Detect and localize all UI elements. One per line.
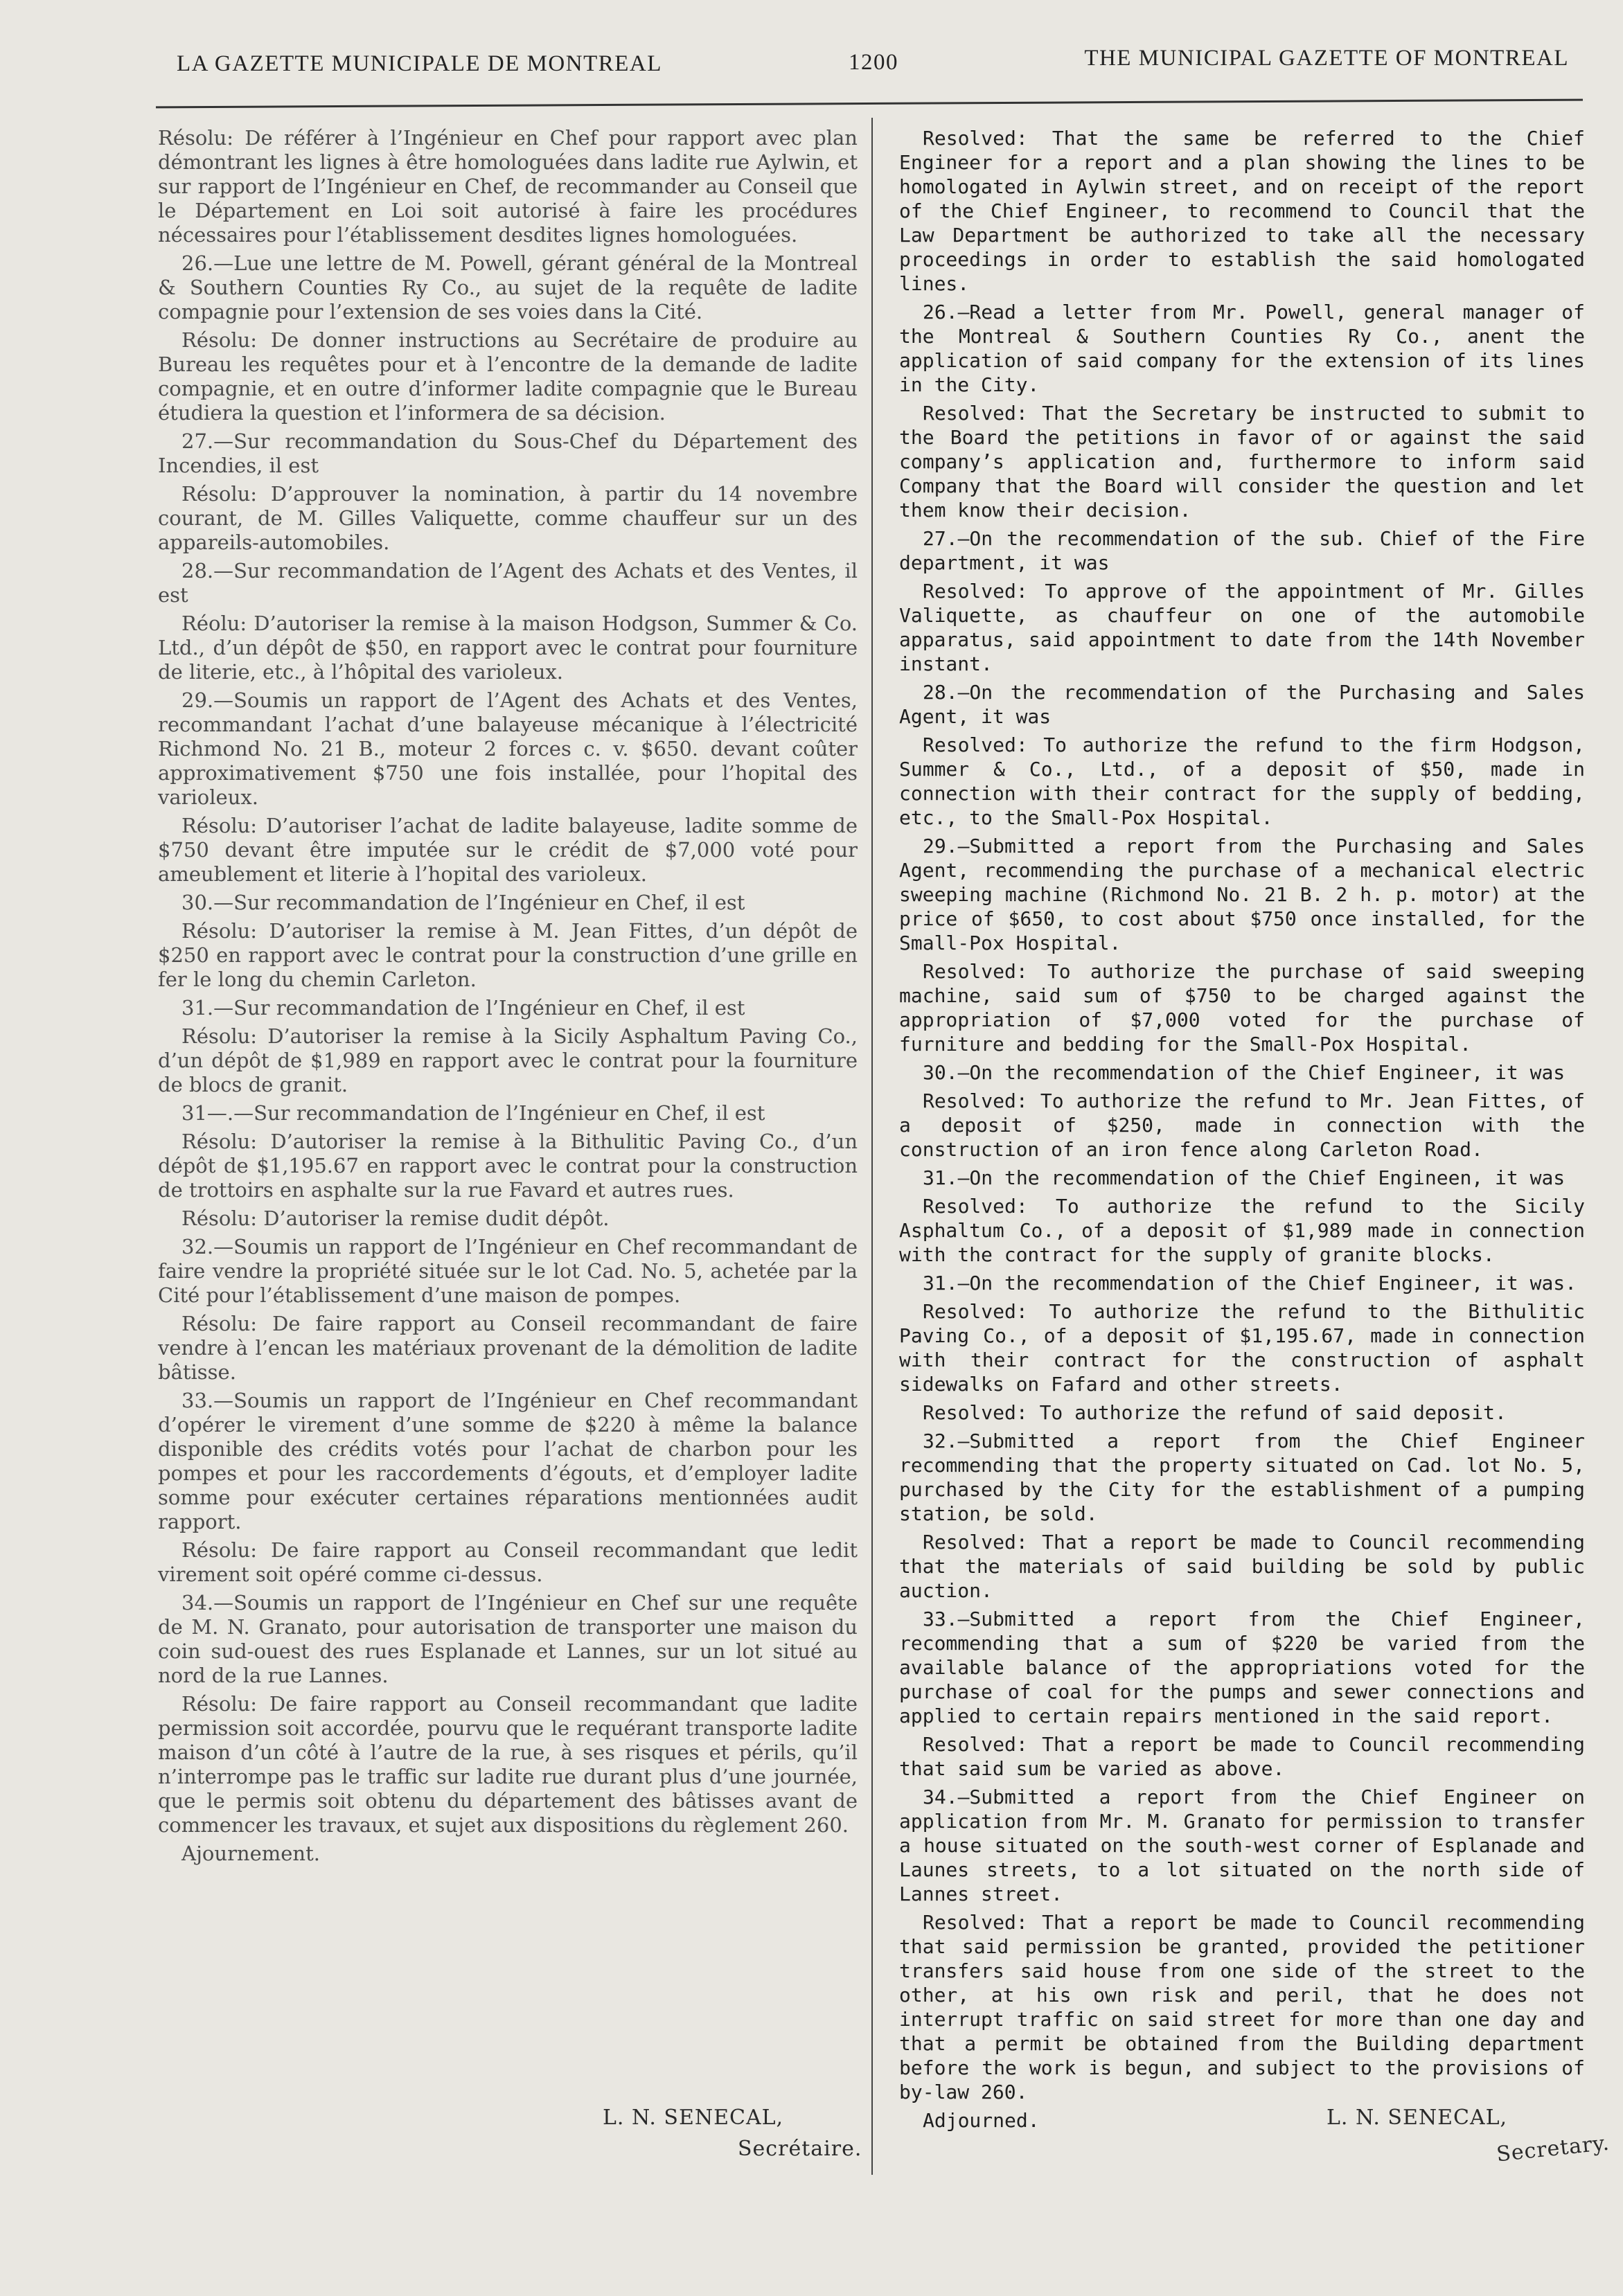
en-paragraph: Resolved: That a report be made to Council recommending that the materials of said building be sold by public auction.	[899, 1531, 1585, 1602]
fr-paragraph: Résolu: D’autoriser la remise à la Bithulitic Paving Co., d’un dépôt de $1,195.67 en rapport avec le contrat pour la construction de trottoirs en asphalte sur la rue Favard et autres rues.	[158, 1130, 858, 1202]
fr-paragraph: 33.—Soumis un rapport de l’Ingénieur en Chef recommandant d’opérer le virement d’une somme de $220 à même la balance disponible des crédits votés pour l’achat de charbon pour les pompes et pour les raccordements d’égouts, et d’employer ladite somme pour exécuter certaines réparations mentionnées audit rapport.	[158, 1389, 858, 1533]
fr-paragraph: 30.—Sur recommandation de l’Ingénieur en Chef, il est	[181, 891, 745, 914]
fr-paragraph: 26.—Lue une lettre de M. Powell, gérant général de la Montreal & Southern Counties Ry Co., au sujet de la requête de ladite compagnie pour l’extension de ses voies dans la Cité.	[158, 251, 858, 323]
header-title-english: THE MUNICIPAL GAZETTE OF MONTREAL	[1084, 46, 1569, 71]
fr-paragraph: 27.—Sur recommandation du Sous-Chef du Département des Incendies, il est	[158, 429, 858, 477]
en-paragraph: Resolved: To authorize the refund of said deposit.	[923, 1401, 1507, 1424]
column-divider	[871, 118, 873, 2175]
en-paragraph: 30.—On the recommendation of the Chief Engineer, it was	[923, 1061, 1566, 1084]
header-title-french: LA GAZETTE MUNICIPALE DE MONTREAL	[177, 51, 662, 76]
fr-paragraph: Résolu: De faire rapport au Conseil recommandant que ledit virement soit opéré comme ci-dessus.	[158, 1538, 858, 1586]
fr-paragraph: 31.—Sur recommandation de l’Ingénieur en Chef, il est	[181, 996, 745, 1020]
en-paragraph: Resolved: That a report be made to Council recommending that said permission be granted, provided the petitioner transfers said house from one side of the street to the other, at his own risk and peril, that he does not interrupt traffic on said street for more than one day and that a permit be obtained from the Building department before the work is begun, and subject to the provisions of by-law 260.	[899, 1911, 1585, 2103]
fr-paragraph: Résolu: De donner instructions au Secrétaire de produire au Bureau les requêtes pour et à l’encontre de la demande de ladite compagnie, et en outre d’informer ladite compagnie que le Bureau étudiera la question et l’informera de sa décision.	[158, 328, 858, 425]
fr-signature-title: Secrétaire.	[738, 2137, 862, 2161]
fr-paragraph: Résolu: D’autoriser l’achat de ladite balayeuse, ladite somme de $750 devant être imputée sur le crédit de $7,000 voté pour ameublement et literie à l’hopital des varioleux.	[158, 814, 858, 886]
fr-paragraph: 28.—Sur recommandation de l’Agent des Achats et des Ventes, il est	[158, 559, 858, 607]
en-paragraph: 33.—Submitted a report from the Chief Engineer, recommending that a sum of $220 be varied from the available balance of the appropriations voted for the purchase of coal for the pumps and sewer connections and applied to certain repairs mentioned in the said report.	[899, 1608, 1585, 1727]
fr-adjourned: Ajournement.	[181, 1842, 320, 1865]
page-number: 1200	[849, 50, 898, 75]
en-paragraph: Resolved: To authorize the purchase of said sweeping machine, said sum of $750 to be charged against the appropriation of $7,000 voted for the purchase of furniture and bedding for the Small-Pox Hospital.	[899, 960, 1585, 1056]
fr-paragraph: Résolu: D’autoriser la remise dudit dépôt.	[181, 1207, 610, 1230]
fr-paragraph: Résolu: D’approuver la nomination, à partir du 14 novembre courant, de M. Gilles Valiquette, comme chauffeur sur un des appareils-automobiles.	[158, 482, 858, 554]
en-paragraph: 31.—On the recommendation of the Chief Engineer, it was.	[923, 1272, 1577, 1294]
en-paragraph: 28.—On the recommendation of the Purchasing and Sales Agent, it was	[899, 681, 1585, 728]
en-adjourned: Adjourned.	[923, 2109, 1040, 2132]
en-paragraph: Resolved: To authorize the refund to the firm Hodgson, Summer & Co., Ltd., of a deposit of $50, made in connection with their contract for the supply of bedding, etc., to the Small-Pox Hospital.	[899, 733, 1585, 829]
en-paragraph: 31.—On the recommendation of the Chief Engineen, it was	[923, 1166, 1566, 1189]
en-paragraph: Resolved: That a report be made to Council recommending that said sum be varied as above.	[899, 1733, 1585, 1780]
en-paragraph: Resolved: That the same be referred to the Chief Engineer for a report and a plan showing the lines to be homologated in Aylwin street, and on receipt of the report of the Chief Engineer, to recommend to Council that the Law Department be authorized to take all the necessary proceedings in order to establish the said homologated lines.	[899, 127, 1585, 295]
fr-paragraph: Résolu: D’autoriser la remise à M. Jean Fittes, d’un dépôt de $250 en rapport avec le contrat pour la construction d’une grille en fer le long du chemin Carleton.	[158, 919, 858, 991]
en-paragraph: 34.—Submitted a report from the Chief Engineer on application from Mr. M. Granato for permission to transfer a house situated on the south-west corner of Esplanade and Launes streets, to a lot situated on the north side of Lannes street.	[899, 1786, 1585, 1905]
en-paragraph: Resolved: To authorize the refund to the Sicily Asphaltum Co., of a deposit of $1,989 made in connection with the contract for the supply of granite blocks.	[899, 1195, 1585, 1266]
fr-paragraph: 31—.—Sur recommandation de l’Ingénieur en Chef, il est	[181, 1101, 765, 1125]
fr-signature-name: L. N. SENECAL,	[603, 2106, 784, 2130]
fr-paragraph: 32.—Soumis un rapport de l’Ingénieur en Chef recommandant de faire vendre la propriété située sur le lot Cad. No. 5, achetée par la Cité pour l’établissement d’une maison de pompes.	[158, 1235, 858, 1307]
french-column	[158, 126, 858, 1870]
fr-paragraph: Résolu: De faire rapport au Conseil recommandant de faire vendre à l’encan les matériaux provenant de la démolition de ladite bâtisse.	[158, 1312, 858, 1384]
header-rule	[156, 99, 1583, 109]
en-paragraph: 26.—Read a letter from Mr. Powell, general manager of the Montreal & Southern Counties Ry Co., anent the application of said company for the extension of its lines in the City.	[899, 301, 1585, 396]
en-paragraph: Resolved: To authorize the refund to Mr. Jean Fittes, of a deposit of $250, made in connection with the construction of an iron fence along Carleton Road.	[899, 1089, 1585, 1161]
en-signature-title: Secretary.	[1495, 2130, 1611, 2167]
fr-paragraph: Réolu: D’autoriser la remise à la maison Hodgson, Summer & Co. Ltd., d’un dépôt de $50, en rapport avec le contrat pour fourniture de literie, etc., à l’hôpital des varioleux.	[158, 612, 858, 684]
fr-paragraph: Résolu: D’autoriser la remise à la Sicily Asphaltum Paving Co., d’un dépôt de $1,989 en rapport avec le contrat pour la fourniture de blocs de granit.	[158, 1024, 858, 1096]
en-signature-name: L. N. SENECAL,	[1327, 2106, 1508, 2130]
fr-paragraph: 34.—Soumis un rapport de l’Ingénieur en Chef sur une requête de M. N. Granato, pour autorisation de transporter une maison du coin sud-ouest des rues Esplanade et Lannes, sur un lot situé au nord de la rue Lannes.	[158, 1591, 858, 1687]
page-header	[177, 43, 1569, 91]
en-paragraph: 29.—Submitted a report from the Purchasing and Sales Agent, recommending the purchase of a mechanical electric sweeping machine (Richmond No. 21 B. 2 h. p. motor) at the price of $650, to cost about $750 once installed, for the Small-Pox Hospital.	[899, 835, 1585, 954]
fr-paragraph: Résolu: De faire rapport au Conseil recommandant que ladite permission soit accordée, pourvu que le requérant transporte ladite maison d’un côté à l’autre de la rue, à ses risques et périls, qu’il n’interrompe pas le traffic sur ladite rue durant plus d’une journée, que le permis soit obtenu du département des bâtisses avant de commencer les travaux, et sujet aux dispositions du règlement 260.	[158, 1692, 858, 1837]
fr-paragraph: Résolu: De référer à l’Ingénieur en Chef pour rapport avec plan démontrant les lignes à être homologuées dans ladite rue Aylwin, et sur rapport de l’Ingénieur en Chef, de recommander au Conseil que le Département en Loi soit autorisé à faire les procédures nécessaires pour l’établissement desdites lignes homologuées.	[158, 126, 858, 247]
en-paragraph: Resolved: That the Secretary be instructed to submit to the Board the petitions in favor of or against the said company’s application and, furthermore to inform said Company that the Board will consider the question and let them know their decision.	[899, 402, 1585, 522]
en-paragraph: Resolved: To approve of the appointment of Mr. Gilles Valiquette, as chauffeur on one of the automobile apparatus, said appointment to date from the 14th November instant.	[899, 580, 1585, 675]
fr-paragraph: 29.—Soumis un rapport de l’Agent des Achats et des Ventes, recommandant l’achat d’une balayeuse mécanique à l’électricité Richmond No. 21 B., moteur 2 forces c. v. $650. devant coûter approximativement $750 une fois installée, pour l’hopital des varioleux.	[158, 688, 858, 809]
en-paragraph: Resolved: To authorize the refund to the Bithulitic Paving Co., of a deposit of $1,195.67, made in connection with their contract for the construction of asphalt sidewalks on Fafard and other streets.	[899, 1300, 1585, 1396]
en-paragraph: 32.—Submitted a report from the Chief Engineer recommending that the property situated on Cad. lot No. 5, purchased by the City for the establishment of a pumping station, be sold.	[899, 1430, 1585, 1525]
english-column	[899, 126, 1585, 2137]
en-paragraph: 27.—On the recommendation of the sub. Chief of the Fire department, it was	[899, 527, 1585, 574]
